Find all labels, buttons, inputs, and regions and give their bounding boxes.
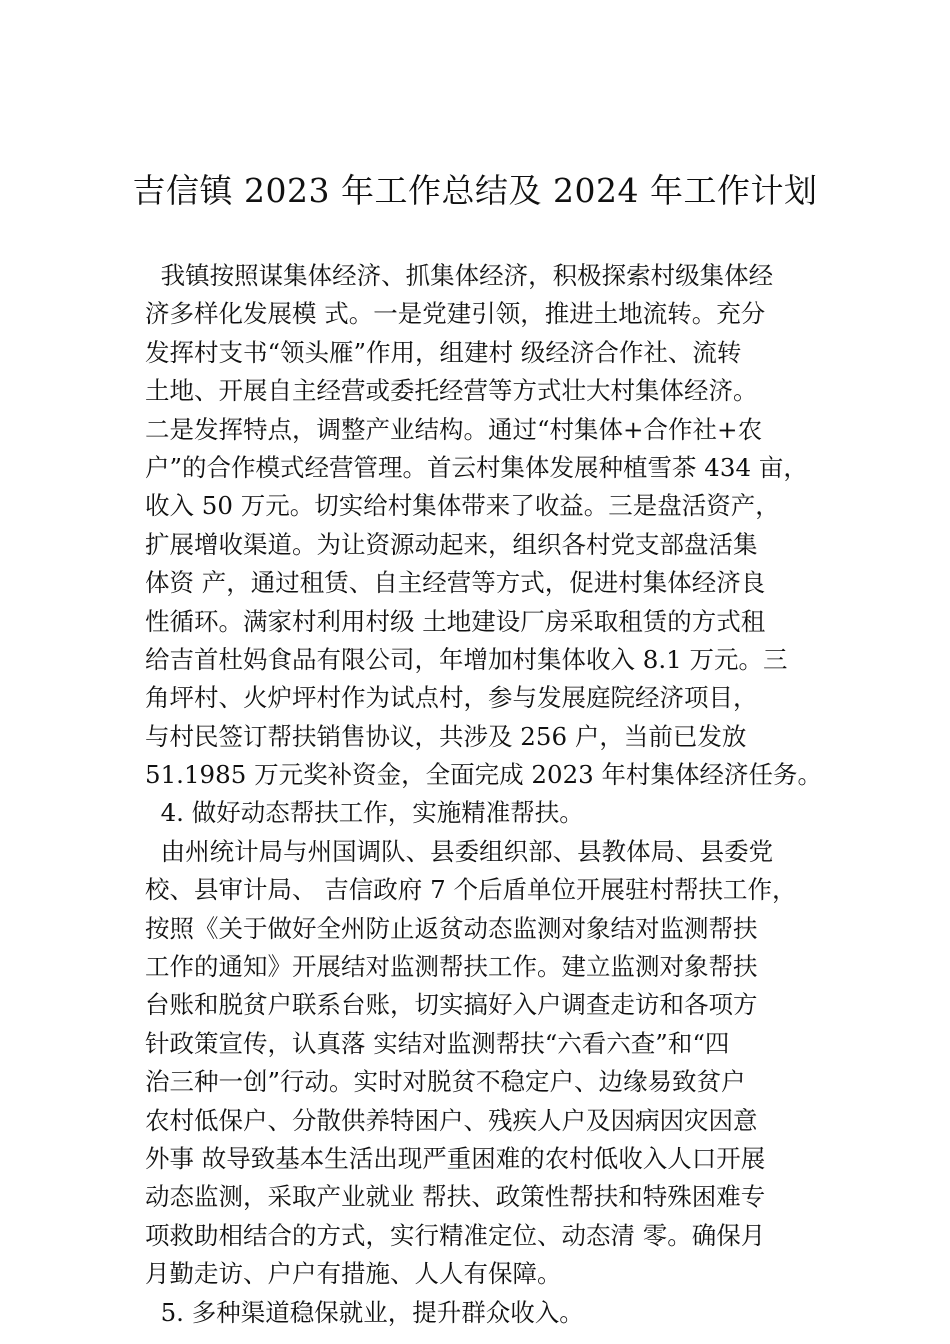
text-line: 二是发挥特点，调整产业结构。通过“村集体+合作社+农 bbox=[145, 414, 763, 444]
text-line: 农村低保户、分散供养特困户、残疾人户及因病因灾因意 bbox=[145, 1105, 758, 1135]
document-title: 吉信镇 2023 年工作总结及 2024 年工作计划 bbox=[132, 171, 818, 210]
text-line: 与村民签订帮扶销售协议，共涉及 256 户，当前已发放 bbox=[145, 721, 747, 751]
text-line: 校、县审计局、 吉信政府 7 个后盾单位开展驻村帮扶工作， bbox=[145, 875, 797, 905]
text-line: 户”的合作模式经营管理。首云村集体发展种植雪茶 434 亩， bbox=[145, 452, 808, 482]
text-line: 角坪村、火炉坪村作为试点村，参与发展庭院经济项目， bbox=[145, 683, 758, 713]
text-line: 我镇按照谋集体经济、抓集体经济，积极探索村级集体经 bbox=[145, 261, 774, 290]
text-line: 土地、开展自主经营或委托经营等方式壮大村集体经济。 bbox=[145, 376, 758, 406]
text-line: 针政策宣传，认真落 实结对监测帮扶“六看六查”和“四 bbox=[145, 1028, 730, 1058]
text-line: 动态监测，采取产业就业 帮扶、政策性帮扶和特殊困难专 bbox=[145, 1182, 766, 1212]
text-line: 按照《关于做好全州防止返贫动态监测对象结对监测帮扶 bbox=[145, 913, 758, 943]
text-line: 性循环。满家村利用村级 土地建设厂房采取租赁的方式租 bbox=[145, 606, 766, 636]
text-line: 5. 多种渠道稳保就业，提升群众收入。 bbox=[145, 1297, 584, 1327]
text-line: 月勤走访、户户有措施、人人有保障。 bbox=[145, 1259, 562, 1289]
text-line: 扩展增收渠道。为让资源动起来，组织各村党支部盘活集 bbox=[145, 529, 758, 559]
text-line: 台账和脱贫户联系台账，切实搞好入户调查走访和各项方 bbox=[145, 990, 758, 1020]
text-line: 济多样化发展模 式。一是党建引领，推进土地流转。充分 bbox=[145, 299, 766, 329]
text-line: 治三种一创”行动。实时对脱贫不稳定户、边缘易致贫户 bbox=[145, 1067, 746, 1097]
text-line: 51.1985 万元奖补资金，全面完成 2023 年村集体经济任务。 bbox=[145, 760, 823, 790]
text-line: 工作的通知》开展结对监测帮扶工作。建立监测对象帮扶 bbox=[145, 952, 758, 982]
text-line: 发挥村支书“领头雁”作用，组建村 级经济合作社、流转 bbox=[145, 337, 742, 367]
document-body bbox=[145, 257, 835, 1332]
text-line: 给吉首杜妈食品有限公司，年增加村集体收入 8.1 万元。三 bbox=[145, 644, 788, 674]
text-line: 外事 故导致基本生活出现严重困难的农村低收入人口开展 bbox=[145, 1143, 766, 1173]
text-line: 体资 产，通过租赁、自主经营等方式，促进村集体经济良 bbox=[145, 568, 766, 598]
text-line: 收入 50 万元。切实给村集体带来了收益。三是盘活资产， bbox=[145, 491, 780, 521]
text-line: 项救助相结合的方式，实行精准定位、动态清 零。确保月 bbox=[145, 1220, 766, 1250]
text-line: 4. 做好动态帮扶工作，实施精准帮扶。 bbox=[145, 798, 584, 828]
text-line: 由州统计局与州国调队、县委组织部、县教体局、县委党 bbox=[145, 836, 774, 866]
